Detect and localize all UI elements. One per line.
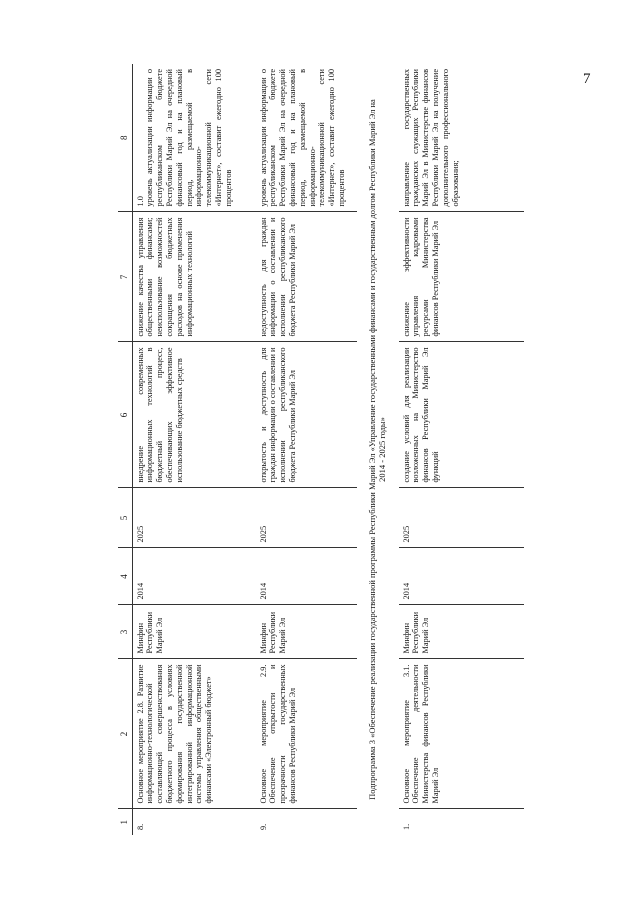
start-year-cell: 2014: [399, 548, 524, 605]
activity-cell: Основное мероприятие 2.8. Развитие информационно-технологической составляющей совершенствования бюджетного процесса в условиях формирования государственной интегрированной информационной системы управления общественными финансами «Электронный бюджет»: [132, 659, 256, 809]
start-year-cell: 2014: [132, 548, 256, 605]
indicator-prefix: 1.0: [135, 196, 145, 207]
column-header: 2: [118, 659, 132, 809]
expected-result-cell: открытость и доступность для граждан информации о составлении и исполнении республиканского бюджета Республики Марий Эл: [256, 342, 357, 488]
program-activities-table-sheet: [118, 64, 530, 835]
executor-cell: Минфин Республики Марий Эл: [132, 605, 256, 659]
subprogram-title: Подпрограмма 3 «Обеспечение реализации государственной программы Республики Марий Эл «Управление государственными финансами и государственным долгом Республики Марий Эл на 2014 - 2025 годы»: [366, 99, 387, 800]
indicator-cell: направление государственных гражданских служащих Республики Марий Эл в Министерстве финансов Республики Марий Эл на получение дополнительного профессионального образования;: [399, 64, 524, 212]
start-year-cell: 2014: [256, 548, 357, 605]
indicator-cell: [132, 64, 256, 212]
consequences-cell: недоступность для граждан информации о составлении и исполнении республиканского бюджета Республики Марий Эл: [256, 212, 357, 342]
column-header: 3: [118, 605, 132, 659]
subprogram-heading-row: [357, 64, 399, 835]
expected-result-cell: внедрение современных информационных технологий в бюджетный процесс, обеспечивающих эффективное использование бюджетных средств: [132, 342, 256, 488]
column-header: 6: [118, 342, 132, 488]
column-number-header-row: [118, 64, 132, 835]
table-row: [132, 64, 256, 835]
consequences-cell: снижение эффективности управления кадровыми ресурсами Министерства финансов Республики Марий Эл: [399, 212, 524, 342]
indicator-text: уровень актуализации информации о республиканском бюджете Республики Марий Эл на очередной финансовый год и на плановый период, размещаемой в информационно-телекоммуникационной сети «Интернет», составит ежегодно 100 процентов: [145, 69, 233, 207]
activity-cell: Основное мероприятие 2.9. Обеспечение открытости и прозрачности государственных финансов Республики Марий Эл: [256, 659, 357, 809]
column-header: 8: [118, 64, 132, 212]
column-header: 1: [118, 809, 132, 835]
indicator-cell: уровень актуализации информации о республиканском бюджете Республики Марий Эл на очередной финансовый год и на плановый период, размещаемой в информационно-телекоммуникационной сети «Интернет», составит ежегодно 100 процентов: [256, 64, 357, 212]
program-activities-table: [118, 64, 524, 835]
column-header: 5: [118, 488, 132, 548]
consequences-cell: снижение качества управления общественными финансами; неиспользование возможностей сокращения бюджетных расходов на основе применения информационных технологий: [132, 212, 256, 342]
row-number: 9.: [258, 823, 268, 830]
executor-cell: Минфин Республики Марий Эл: [399, 605, 524, 659]
page-number: 7: [583, 71, 591, 87]
table-row: [256, 64, 357, 835]
end-year-cell: 2025: [399, 488, 524, 548]
table-row: [399, 64, 524, 835]
row-number: 1.: [401, 823, 411, 830]
row-number: 8.: [135, 823, 145, 830]
expected-result-cell: создание условий для реализации возложенных на Министерство финансов Республики Марий Эл функций: [399, 342, 524, 488]
activity-cell: Основное мероприятие 3.1. Обеспечение деятельности Министерства финансов Республики Марий Эл: [399, 659, 524, 809]
end-year-cell: 2025: [256, 488, 357, 548]
column-header: 7: [118, 212, 132, 342]
column-header: 4: [118, 548, 132, 605]
end-year-cell: 2025: [132, 488, 256, 548]
executor-cell: Минфин Республики Марий Эл: [256, 605, 357, 659]
